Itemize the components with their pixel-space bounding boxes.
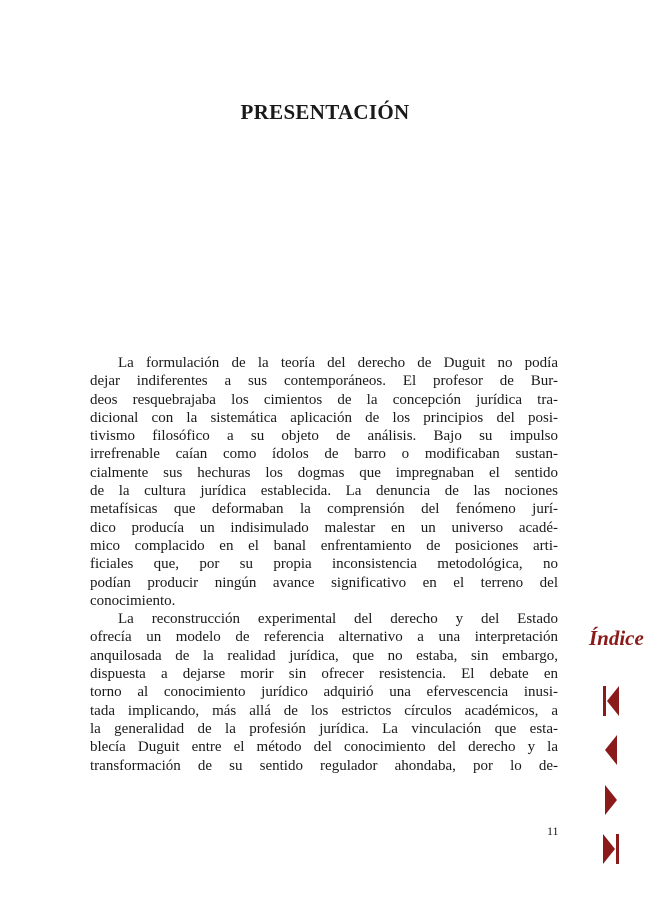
text-line: de la cultura jurídica establecida. La denuncia de las nociones — [90, 483, 558, 500]
previous-page-button[interactable] — [604, 734, 618, 766]
index-link[interactable]: Índice — [589, 626, 644, 650]
next-page-button[interactable] — [604, 784, 618, 816]
page-title: PRESENTACIÓN — [240, 100, 410, 124]
paragraph-1 — [90, 354, 558, 610]
text-line: la generalidad de la profesión jurídica. La vinculación que esta- — [90, 720, 558, 737]
first-page-button[interactable] — [602, 685, 620, 717]
text-line: tivismo filosófico a su objeto de análisis. Bajo su impulso — [90, 428, 558, 445]
text-line: dispuesta a dejarse morir sin ofrecer resistencia. El debate en — [90, 666, 558, 683]
text-line: dejar indiferentes a sus contemporáneos. El profesor de Bur- — [90, 373, 558, 390]
text-line: dicional con la sistemática aplicación de los principios del posi- — [90, 409, 558, 426]
text-line: blecía Duguit entre el método del conocimiento del derecho y la — [90, 739, 558, 756]
text-line: conocimiento. — [90, 592, 176, 609]
last-page-button[interactable] — [602, 833, 620, 865]
skip-to-end-icon — [602, 833, 620, 865]
text-line: podían producir ningún avance significativo en el terreno del — [90, 574, 558, 591]
text-line: metafísicas que deformaban la comprensión del fenómeno jurí- — [90, 501, 558, 518]
text-line: deos resquebrajaba los cimientos de la concepción jurídica tra- — [90, 391, 558, 408]
text-line: La reconstrucción experimental del derecho y del Estado — [118, 611, 558, 628]
text-line: anquilosada de la realidad jurídica, que no estaba, sin embargo, — [90, 647, 558, 664]
text-line: torno al conocimiento jurídico adquirió una efervescencia inusi- — [90, 684, 558, 701]
text-line: ofrecía un modelo de referencia alternativo a una interpretación — [90, 629, 558, 646]
text-line: ficiales que, por su propia inconsistencia metodológica, no — [90, 556, 558, 573]
text-line: irrefrenable caían como ídolos de barro o modificaban sustan- — [90, 446, 558, 463]
paragraph-2 — [90, 610, 558, 775]
body-text — [90, 354, 558, 775]
text-line: cialmente sus hechuras los dogmas que impregnaban el sentido — [90, 464, 558, 481]
next-page-icon — [604, 784, 618, 816]
text-line: transformación de su sentido regulador ahondaba, por lo de- — [90, 757, 558, 774]
page-number: 11 — [547, 824, 559, 838]
text-line: dico producía un indisimulado malestar en un universo acadé- — [90, 519, 558, 536]
previous-page-icon — [604, 734, 618, 766]
skip-to-start-icon — [602, 685, 620, 717]
text-line: mico complacido en el banal enfrentamiento de posiciones arti- — [90, 537, 558, 554]
text-line: tada implicando, más allá de los estrictos círculos académicos, a — [90, 702, 558, 719]
text-line: La formulación de la teoría del derecho de Duguit no podía — [118, 355, 558, 371]
